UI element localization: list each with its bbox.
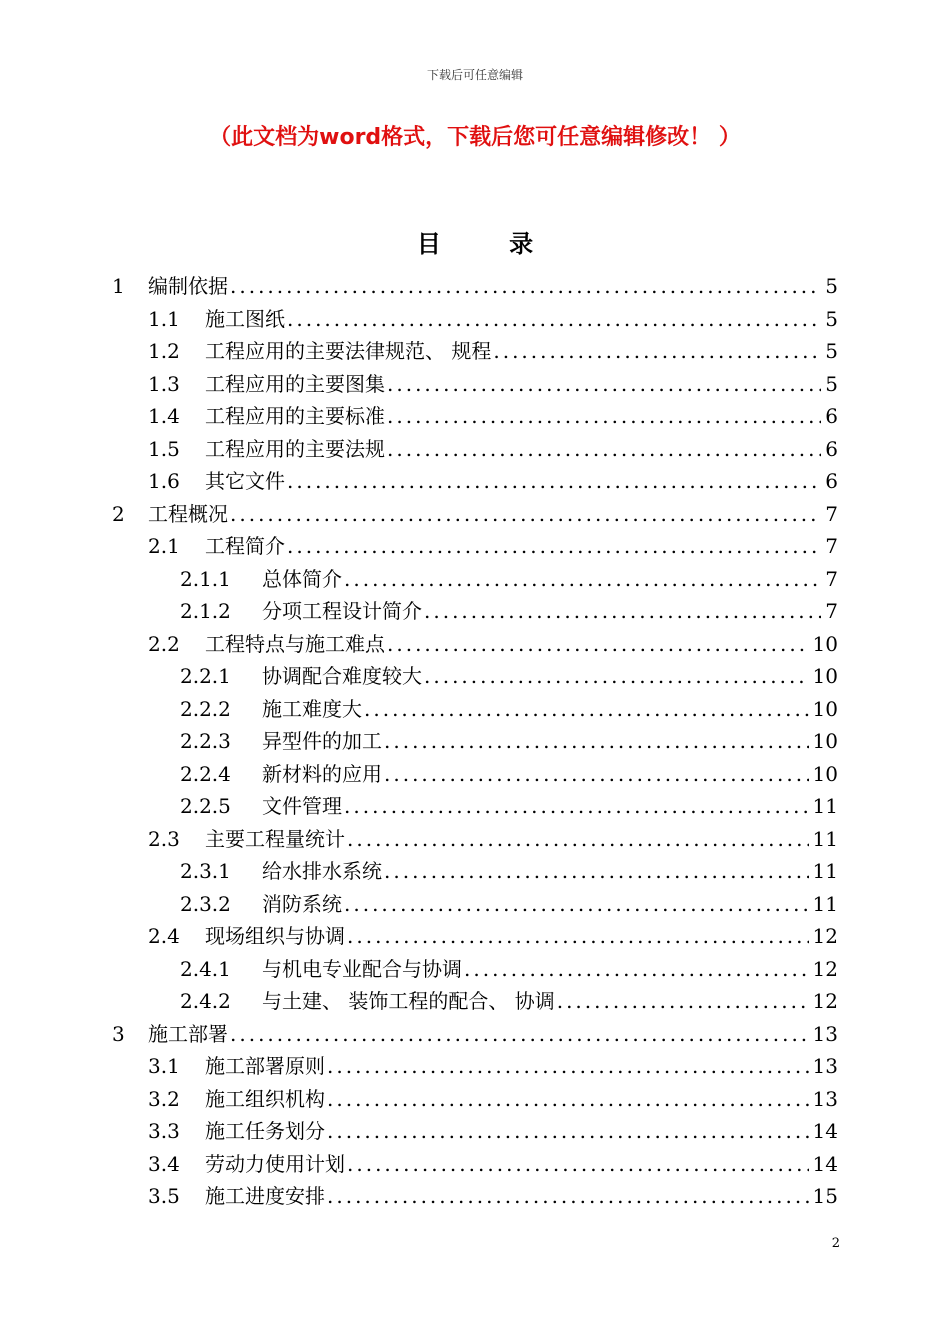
toc-entry-page: 11 <box>812 859 838 883</box>
toc-entry-number: 2.2.5 <box>180 794 231 818</box>
toc-entry-page: 10 <box>812 696 838 721</box>
toc-entry[interactable] <box>180 985 838 1017</box>
toc-entry-page: 5 <box>825 339 838 363</box>
toc-entry-title: 工程应用的主要标准 <box>205 404 385 428</box>
toc-entry-title: 施工部署原则 <box>205 1054 325 1078</box>
toc-entry-page: 13 <box>812 1054 838 1078</box>
toc-entry[interactable] <box>148 1148 838 1180</box>
toc-entry-number: 1 <box>112 274 125 298</box>
toc-leader-dots <box>384 762 809 786</box>
toc-leader-dots <box>327 1119 809 1143</box>
toc-leader-dots <box>230 1022 809 1046</box>
toc-entry-number: 1.2 <box>148 339 180 363</box>
toc-entry-title: 协调配合难度较大 <box>262 664 422 688</box>
toc-entry-page: 10 <box>812 664 838 688</box>
toc-entry[interactable] <box>148 1050 838 1082</box>
toc-leader-dots <box>387 632 809 656</box>
toc-leader-dots <box>347 1152 809 1176</box>
toc-entry[interactable] <box>148 400 838 432</box>
toc-entry[interactable] <box>180 725 838 757</box>
toc-entry-page: 12 <box>812 924 838 948</box>
toc-entry-page: 12 <box>812 989 838 1013</box>
toc-entry[interactable] <box>180 660 838 692</box>
toc-entry-number: 2.4 <box>148 924 180 948</box>
toc-leader-dots <box>287 469 821 493</box>
toc-entry-number: 2.2.3 <box>180 729 231 753</box>
toc-leader-dots <box>287 534 821 558</box>
toc-entry-number: 1.6 <box>148 469 180 493</box>
toc-entry-title: 文件管理 <box>262 794 342 818</box>
toc-entry[interactable] <box>148 530 838 562</box>
toc-entry-page: 14 <box>812 1151 838 1176</box>
toc-entry-page: 5 <box>825 274 838 298</box>
toc-leader-dots <box>347 827 809 851</box>
toc-entry-number: 2.3.2 <box>180 891 231 916</box>
toc-entry-number: 3.3 <box>148 1119 180 1143</box>
toc-entry-title: 工程应用的主要图集 <box>205 371 385 396</box>
toc-entry-title: 施工难度大 <box>262 696 362 721</box>
toc-entry-number: 2.3.1 <box>180 859 231 883</box>
toc-entry-number: 3.2 <box>148 1086 180 1111</box>
toc-leader-dots <box>384 859 809 883</box>
toc-entry-page: 7 <box>825 501 838 526</box>
toc-entry-title: 工程应用的主要法律规范、 规程 <box>205 339 492 363</box>
toc-leader-dots <box>344 892 809 916</box>
toc-entry-title: 给水排水系统 <box>262 859 382 883</box>
toc-leader-dots <box>493 339 821 363</box>
toc-entry[interactable] <box>180 693 838 725</box>
toc-entry[interactable] <box>112 498 838 530</box>
toc-entry-page: 11 <box>812 794 838 818</box>
toc-entry-number: 2.2.1 <box>180 664 231 688</box>
toc-entry-title: 施工进度安排 <box>205 1184 325 1208</box>
page-number: 2 <box>831 1236 840 1251</box>
toc-entry-page: 7 <box>825 599 838 623</box>
toc-entry[interactable] <box>180 758 838 790</box>
toc-entry-number: 3 <box>112 1021 125 1046</box>
toc-entry[interactable] <box>180 790 838 822</box>
toc-entry-page: 10 <box>812 729 838 753</box>
toc-entry[interactable] <box>148 1180 838 1212</box>
toc-entry[interactable] <box>148 368 838 400</box>
toc-entry[interactable] <box>148 433 838 465</box>
toc-entry-number: 2.1 <box>148 534 180 558</box>
toc-entry-title: 劳动力使用计划 <box>205 1151 345 1176</box>
toc-entry-title: 工程应用的主要法规 <box>205 436 385 461</box>
toc-entry-title: 现场组织与协调 <box>205 924 345 948</box>
toc-entry-page: 14 <box>812 1119 838 1143</box>
toc-entry[interactable] <box>112 1018 838 1050</box>
toc-entry-title: 工程概况 <box>148 501 228 526</box>
toc-entry[interactable] <box>180 888 838 920</box>
toc-entry-page: 13 <box>812 1086 838 1111</box>
toc-entry-number: 1.3 <box>148 371 180 396</box>
toc-leader-dots <box>344 567 821 591</box>
toc-entry-title: 消防系统 <box>262 891 342 916</box>
toc-leader-dots <box>387 404 821 428</box>
toc-entry[interactable] <box>148 1083 838 1115</box>
toc-leader-dots <box>230 274 821 298</box>
toc-entry[interactable] <box>180 595 838 627</box>
toc-entry-number: 3.4 <box>148 1151 180 1176</box>
toc-entry-number: 1.1 <box>148 306 180 331</box>
toc-leader-dots <box>347 924 809 948</box>
toc-entry-page: 15 <box>812 1184 838 1208</box>
toc-entry[interactable] <box>148 1115 838 1147</box>
toc-entry-title: 与土建、 装饰工程的配合、 协调 <box>262 989 555 1013</box>
toc-entry-page: 11 <box>812 891 838 916</box>
toc-entry-number: 2.4.1 <box>180 956 231 981</box>
toc-entry-number: 2 <box>112 501 125 526</box>
toc-entry-number: 1.4 <box>148 404 180 428</box>
toc-entry-page: 6 <box>825 436 838 461</box>
toc-entry[interactable] <box>180 563 838 595</box>
toc-entry-title: 施工任务划分 <box>205 1119 325 1143</box>
toc-entry-page: 5 <box>825 371 838 396</box>
toc-entry-title: 新材料的应用 <box>262 761 382 786</box>
toc-leader-dots <box>327 1054 809 1078</box>
toc-entry-title: 施工部署 <box>148 1021 228 1046</box>
toc-entry-page: 6 <box>825 404 838 428</box>
toc-entry-page: 7 <box>825 566 838 591</box>
header-note: 下载后可任意编辑 <box>426 68 523 82</box>
toc-entry[interactable] <box>148 335 838 367</box>
toc-entry-page: 5 <box>825 306 838 331</box>
toc-entry-number: 2.3 <box>148 826 180 851</box>
format-notice: （此文档为word格式，下载后您可任意编辑修改！ ） <box>209 125 741 150</box>
toc-entry-number: 2.2.2 <box>180 696 231 721</box>
toc-entry-page: 6 <box>825 469 838 493</box>
toc-entry-title: 施工组织机构 <box>205 1086 325 1111</box>
toc-entry[interactable] <box>112 270 838 302</box>
toc-entry[interactable] <box>148 465 838 497</box>
toc-leader-dots <box>424 664 809 688</box>
toc-entry-title: 工程简介 <box>205 534 285 558</box>
toc-entry-number: 1.5 <box>148 436 180 461</box>
toc-entry[interactable] <box>180 855 838 887</box>
toc-entry-number: 2.2 <box>148 631 180 656</box>
toc-entry-page: 7 <box>825 534 838 558</box>
toc-entry[interactable] <box>148 920 838 952</box>
toc-entry-number: 3.5 <box>148 1184 180 1208</box>
toc-leader-dots <box>384 729 809 753</box>
toc-entry-title: 编制依据 <box>148 274 228 298</box>
toc-entry-title: 施工图纸 <box>205 306 285 331</box>
toc-entry[interactable] <box>180 953 838 985</box>
toc-entry-title: 主要工程量统计 <box>205 826 345 851</box>
toc-leader-dots <box>327 1184 809 1208</box>
toc-leader-dots <box>327 1087 809 1111</box>
toc-entry[interactable] <box>148 823 838 855</box>
toc-leader-dots <box>387 372 821 396</box>
toc-leader-dots <box>364 697 809 721</box>
toc-entry-number: 2.1.2 <box>180 599 231 623</box>
toc-entry-title: 其它文件 <box>205 469 285 493</box>
toc-entry-title: 与机电专业配合与协调 <box>262 956 462 981</box>
toc-entry-page: 10 <box>812 631 838 656</box>
toc-entry[interactable] <box>148 303 838 335</box>
toc-entry-title: 分项工程设计简介 <box>262 599 422 623</box>
toc-leader-dots <box>424 599 821 623</box>
toc-entry-title: 总体简介 <box>262 566 342 591</box>
toc-entry-page: 11 <box>812 826 838 851</box>
toc-title: 目 录 <box>416 230 564 258</box>
toc-leader-dots <box>387 437 821 461</box>
toc-entry-page: 12 <box>812 956 838 981</box>
toc-entry-title: 异型件的加工 <box>262 729 382 753</box>
toc-entry-number: 2.4.2 <box>180 989 231 1013</box>
toc-leader-dots <box>344 794 809 818</box>
toc-entry[interactable] <box>148 628 838 660</box>
toc-leader-dots <box>557 989 809 1013</box>
toc-entry-title: 工程特点与施工难点 <box>205 631 385 656</box>
toc-entry-page: 13 <box>812 1021 838 1046</box>
toc-leader-dots <box>464 957 809 981</box>
toc-entry-page: 10 <box>812 761 838 786</box>
toc-entry-number: 2.2.4 <box>180 761 231 786</box>
toc-leader-dots <box>287 307 821 331</box>
toc-leader-dots <box>230 502 821 526</box>
toc-entry-number: 2.1.1 <box>180 566 231 591</box>
toc-entry-number: 3.1 <box>148 1054 180 1078</box>
